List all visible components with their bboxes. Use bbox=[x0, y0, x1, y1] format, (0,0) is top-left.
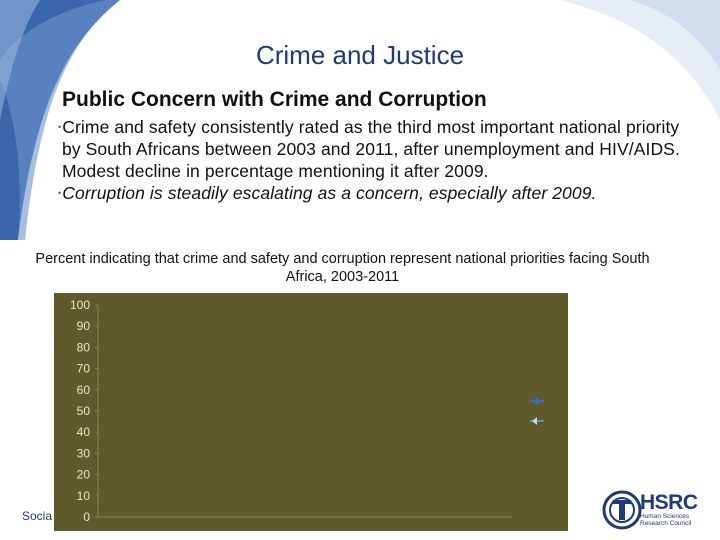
bullet-text: Crime and safety consistently rated as the third most important national priority by South Africans between 2003 and 2011, after unemployment and HIV/AIDS. Modest decline in percentage mentioning it after 2009. bbox=[62, 117, 680, 181]
slide-subtitle: Public Concern with Crime and Corruption bbox=[62, 88, 487, 111]
bullet-dot-icon: • bbox=[58, 122, 62, 132]
bullet-dot-icon: • bbox=[58, 188, 62, 198]
logo-name: HSRC bbox=[640, 491, 698, 514]
bullet-item bbox=[58, 116, 692, 182]
legend-marker-icon bbox=[530, 417, 544, 425]
y-tick-label: 70 bbox=[76, 361, 90, 376]
legend-marker-icon bbox=[530, 397, 544, 405]
bullet-text: Corruption is steadily escalating as a concern, especially after 2009. bbox=[62, 183, 597, 203]
chart-svg bbox=[54, 293, 568, 531]
bullet-item bbox=[58, 182, 692, 204]
y-tick-label: 20 bbox=[76, 467, 90, 482]
footer-text: Socia bbox=[22, 509, 53, 523]
y-tick-label: 50 bbox=[76, 404, 90, 418]
y-tick-label: 90 bbox=[76, 319, 90, 334]
chart-title: Percent indicating that crime and safety and corruption represent national priorities facing South Africa, 2003-2011 bbox=[35, 251, 650, 285]
chart-area bbox=[54, 293, 568, 531]
slide-title: Crime and Justice bbox=[255, 40, 465, 70]
y-tick-label: 40 bbox=[76, 425, 90, 440]
y-tick-label: 0 bbox=[83, 510, 90, 524]
y-tick-label: 80 bbox=[76, 340, 90, 355]
y-tick-label: 100 bbox=[69, 298, 90, 312]
y-tick-label: 60 bbox=[76, 382, 90, 397]
y-tick-label: 10 bbox=[76, 488, 90, 503]
logo-tagline: Human Sciences Research Council bbox=[640, 513, 692, 527]
bullet-list bbox=[58, 116, 692, 204]
y-tick-label: 30 bbox=[76, 446, 90, 461]
